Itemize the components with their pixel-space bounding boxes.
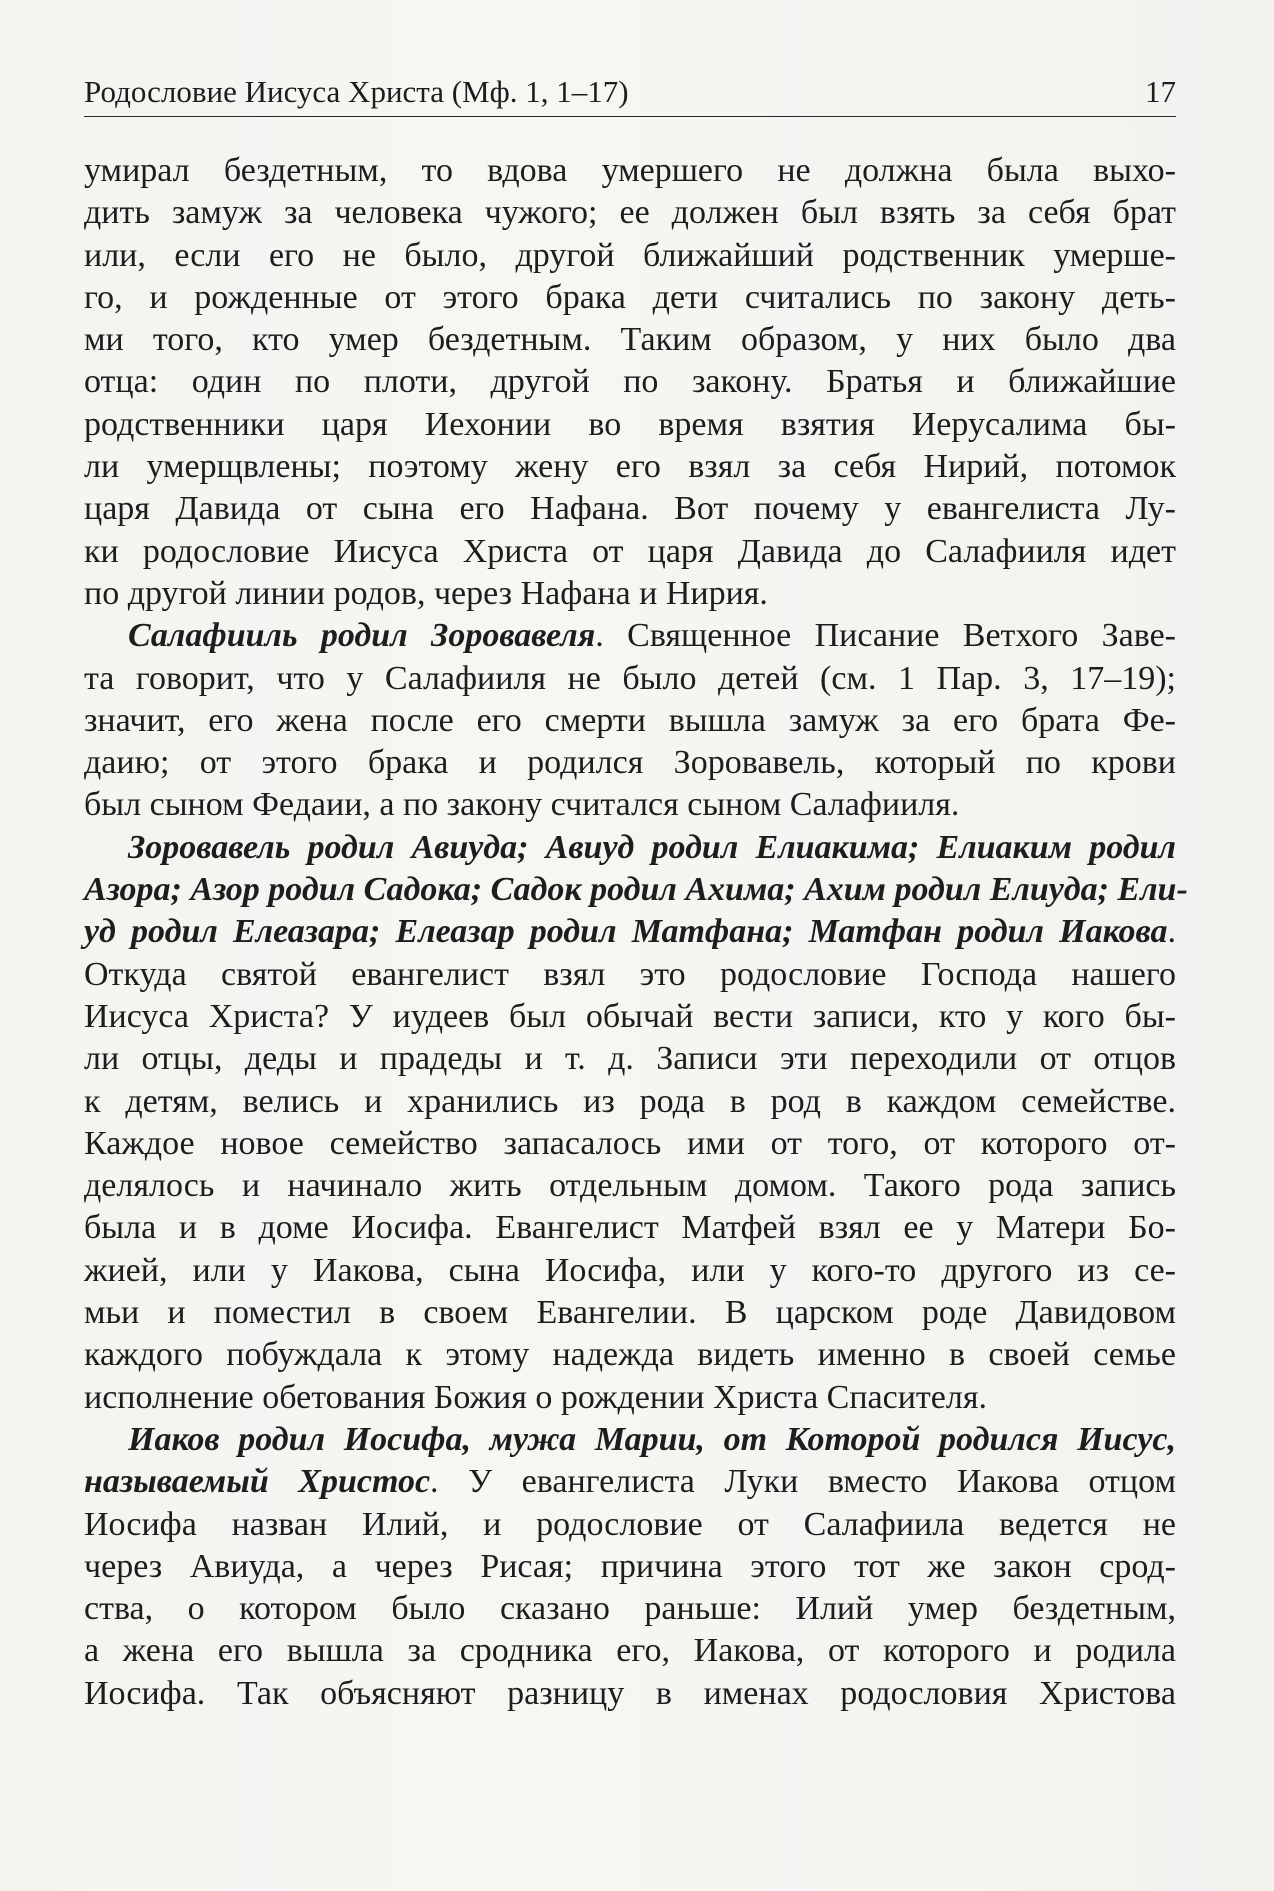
text-line: Откуда святой евангелист взял это родословие Господа нашего [84,955,1176,993]
verse-citation: Салафииль родил Зоровавеля [128,617,596,655]
text-line: родственники царя Иехонии во время взятия Иерусалима бы- [84,405,1176,443]
text-line: ства, о котором было сказано раньше: Илий умер бездетным, [84,1590,1176,1628]
text-line: через Авиуда, а через Рисая; причина этого тот же закон срод- [84,1547,1176,1585]
verse-line [84,1419,1176,1461]
verse-line: Салафииль родил Зоровавеля. Священное Писание Ветхого Заве- [128,617,1176,655]
text-line: даию; от этого брака и родился Зоровавель, который по крови [84,744,1176,782]
text-line: ки родословие Иисуса Христа от царя Давида до Салафииля идет [84,532,1176,570]
verse-line: уд родил Елеазара; Елеазар родил Матфана; Матфан родил Иакова. [84,913,1176,951]
verse-citation: Азора; Азор родил Садока; Садок родил Ахима; Ахим родил Елиуда; Ели- [84,871,1188,909]
text-line: исполнение обетования Божия о рождении Христа Спасителя. [84,1378,987,1416]
text-line: Иосифа. Так объясняют разницу в именах родословия Христова [84,1674,1176,1712]
text-line: каждого побуждала к этому надежда видеть именно в своей семье [84,1336,1176,1374]
text-line: умирал бездетным, то вдова умершего не должна была выхо- [84,152,1176,189]
verse-line: называемый Христос. У евангелиста Луки вместо Иакова отцом [84,1463,1176,1501]
text-line: значит, его жена после его смерти вышла замуж за его брата Фе- [84,701,1176,739]
text-line: к детям, велись и хранились из рода в род в каждом семействе. [84,1082,1176,1120]
text-line: Каждое новое семейство запасалось ими от того, от которого от- [84,1124,1176,1162]
text-line: по другой линии родов, через Нафана и Нирия. [84,574,768,612]
text-line: ми того, кто умер бездетным. Таким образом, у них было два [84,321,1176,359]
text-line: а жена его вышла за сродника его, Иакова, от которого и родила [84,1632,1176,1670]
text-line: Иисуса Христа? У иудеев был обычай вести записи, кто у кого бы- [84,997,1176,1035]
text-line: была и в доме Иосифа. Евангелист Матфей взял ее у Матери Бо- [84,1209,1176,1247]
header-rule [84,116,1176,117]
text-line: или, если его не было, другой ближайший родственник умерше- [84,236,1176,274]
text-line: дить замуж за человека чужого; ее должен был взять за себя брат [84,194,1176,232]
text-line: делялось и начинало жить отдельным домом. Такого рода запись [84,1167,1176,1205]
text-line: Иосифа назван Илий, и родословие от Салафиила ведется не [84,1505,1176,1543]
page-number: 17 [1145,74,1176,109]
text-line: ли отцы, деды и прадеды и т. д. Записи эти переходили от отцов [84,1040,1176,1078]
text-line: ли умерщвлены; поэтому жену его взял за себя Нирий, потомок [84,448,1176,486]
verse-citation: Зоровавель родил Авиуда; Авиуд родил Елиакима; Елиаким родил [128,828,1176,866]
text-line: был сыном Федаии, а по закону считался сыном Салафииля. [84,786,960,824]
verse-citation: называемый Христос [84,1463,431,1501]
running-head [84,74,1176,114]
verse-line [84,827,1176,869]
text-line: та говорит, что у Салафииля не было детей (см. 1 Пар. 3, 17–19); [84,659,1176,697]
text-line: жией, или у Иакова, сына Иосифа, или у кого-то другого из се- [84,1251,1176,1289]
verse-line [84,869,1188,911]
text-line: го, и рожденные от этого брака дети считались по закону деть- [84,278,1176,316]
running-title: Родословие Иисуса Христа (Мф. 1, 1–17) [84,74,629,109]
text-line: отца: один по плоти, другой по закону. Братья и ближайшие [84,363,1176,401]
text-line: мьи и поместил в своем Евангелии. В царском роде Давидовом [84,1294,1176,1332]
body-text [84,150,1188,1715]
text-line: царя Давида от сына его Нафана. Вот почему у евангелиста Лу- [84,490,1176,528]
verse-citation: Иаков родил Иосифа, мужа Марии, от Которой родился Иисус, [128,1420,1176,1458]
verse-citation: уд родил Елеазара; Елеазар родил Матфана; Матфан родил Иакова [84,913,1168,951]
